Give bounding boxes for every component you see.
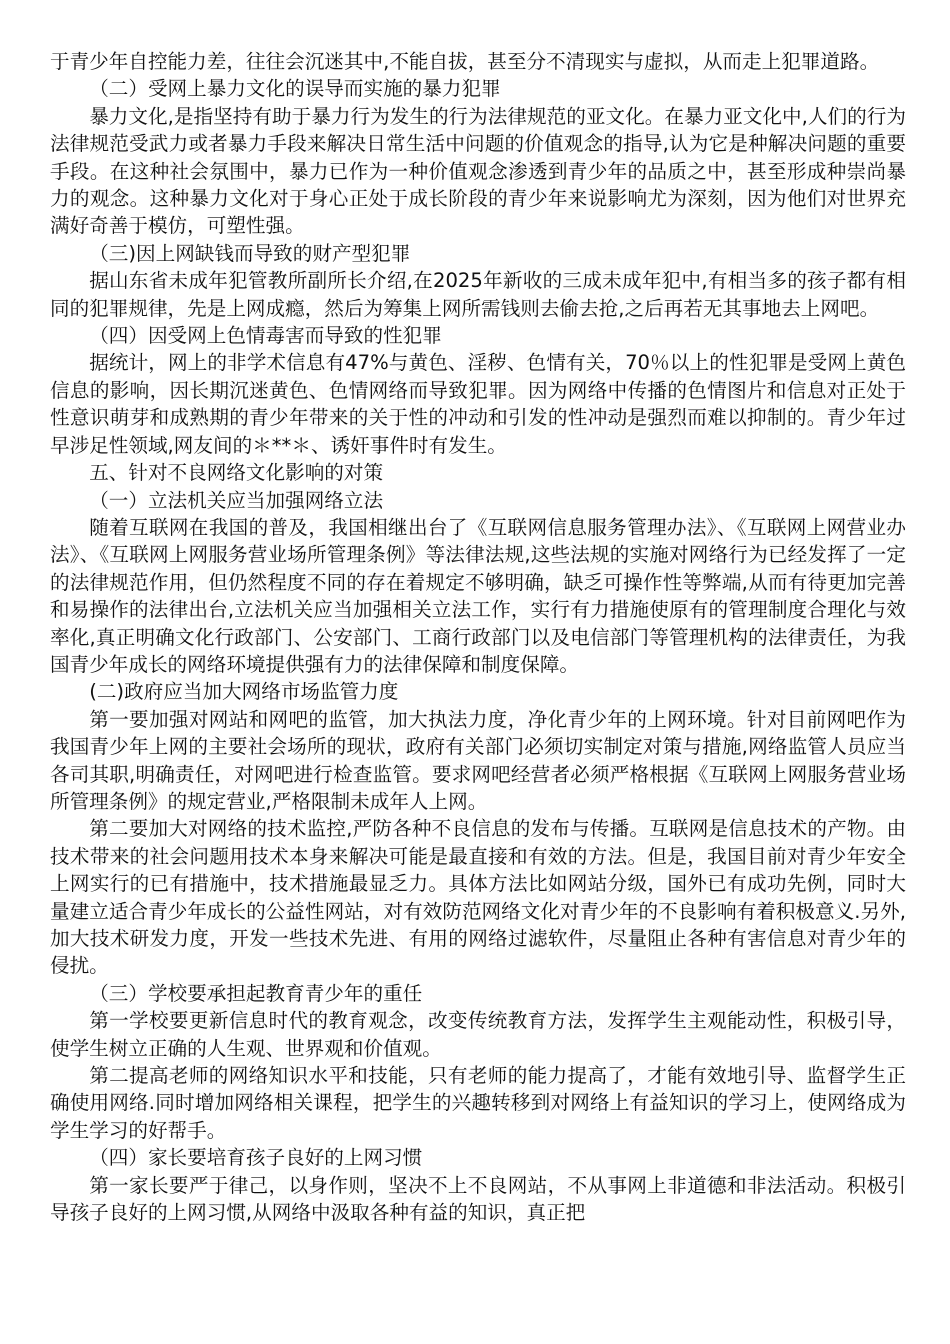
body-paragraph: 据统计，网上的非学术信息有47%与黄色、淫秽、色情有关，70％以上的性犯罪是受网上黄色信息的影响，因长期沉迷黄色、色情网络而导致犯罪。因为网络中传播的色情图片和信息对正处于性意识萌芽和成熟期的青少年带来的关于性的冲动和引发的性冲动是强烈而难以抑制的。青少年过早涉足性领域,网友间的＊**＊、诱奸事件时有发生。 bbox=[50, 351, 906, 457]
body-paragraph: 于青少年自控能力差，往往会沉迷其中,不能自拔，甚至分不清现实与虚拟，从而走上犯罪道路。 bbox=[50, 50, 880, 73]
section-heading: （二）受网上暴力文化的误导而实施的暴力犯罪 bbox=[89, 77, 501, 101]
section-heading: （一）立法机关应当加强网络立法 bbox=[89, 488, 384, 512]
body-paragraph: 第二要加大对网络的技术监控,严防各种不良信息的发布与传播。互联网是信息技术的产物。由技术带来的社会问题用技术本身来解决可能是最直接和有效的方法。但是，我国目前对青少年安全上网实行的已有措施中，技术措施最显乏力。具体方法比如网站分级，国外已有成功先例，同时大量建立适合青少年成长的公益性网站，对有效防范网络文化对青少年的不良影响有着积极意义.另外,加大技术研发力度，开发一些技术先进、有用的网络过滤软件，尽量阻止各种有害信息对青少年的侵扰。 bbox=[50, 817, 906, 978]
section-heading: （三)因上网缺钱而导致的财产型犯罪 bbox=[89, 241, 411, 265]
section-heading: （四）因受网上色情毒害而导致的性犯罪 bbox=[89, 324, 442, 348]
section-heading: （四）家长要培育孩子良好的上网习惯 bbox=[89, 1146, 423, 1170]
chapter-heading: 五、针对不良网络文化影响的对策 bbox=[89, 461, 384, 485]
body-paragraph: 第二提高老师的网络知识水平和技能，只有老师的能力提高了，才能有效地引导、监督学生正确使用网络.同时增加网络相关课程，把学生的兴趣转移到对网络上有益知识的学习上，使网络成为学生学习的好帮手。 bbox=[50, 1064, 906, 1142]
body-paragraph: 第一学校要更新信息时代的教育观念，改变传统教育方法，发挥学生主观能动性，积极引导，使学生树立正确的人生观、世界观和价值观。 bbox=[50, 1009, 906, 1060]
section-heading: (二)政府应当加大网络市场监管力度 bbox=[89, 680, 399, 704]
body-paragraph: 第一要加强对网站和网吧的监管，加大执法力度，净化青少年的上网环境。针对目前网吧作为我国青少年上网的主要社会场所的现状，政府有关部门必须切实制定对策与措施,网络监管人员应当各司其职,明确责任，对网吧进行检查监管。要求网吧经营者必须严格根据《互联网上网服务营业场所管理条例》的规定营业,严格限制未成年人上网。 bbox=[50, 707, 906, 813]
section-heading: （三）学校要承担起教育青少年的重任 bbox=[89, 981, 423, 1005]
body-paragraph: 据山东省未成年犯管教所副所长介绍,在2025年新收的三成未成年犯中,有相当多的孩子都有相同的犯罪规律，先是上网成瘾，然后为筹集上网所需钱则去偷去抢,之后再若无其事地去上网吧。 bbox=[50, 269, 906, 320]
body-paragraph: 暴力文化,是指坚持有助于暴力行为发生的行为法律规范的亚文化。在暴力亚文化中,人们的行为法律规范受武力或者暴力手段来解决日常生活中问题的价值观念的指导,认为它是种解决问题的重要手段。在这种社会氛围中，暴力已作为一种价值观念渗透到青少年的品质之中，甚至形成种崇尚暴力的观念。这种暴力文化对于身心正处于成长阶段的青少年来说影响尤为深刻，因为他们对世界充满好奇善于模仿，可塑性强。 bbox=[50, 104, 906, 238]
body-paragraph: 第一家长要严于律己，以身作则，坚决不上不良网站，不从事网上非道德和非法活动。积极引导孩子良好的上网习惯,从网络中汲取各种有益的知识，真正把 bbox=[50, 1173, 906, 1225]
body-paragraph: 随着互联网在我国的普及，我国相继出台了《互联网信息服务管理办法》、《互联网上网营业办法》、《互联网上网服务营业场所管理条例》等法律法规,这些法规的实施对网络行为已经发挥了一定的法律规范作用，但仍然程度不同的存在着规定不够明确，缺乏可操作性等弊端,从而有待更加完善和易操作的法律出台,立法机关应当加强相关立法工作，实行有力措施使原有的管理制度合理化与效率化,真正明确文化行政部门、公安部门、工商行政部门以及电信部门等管理机构的法律责任，为我国青少年成长的网络环境提供强有力的法律保障和制度保障。 bbox=[50, 515, 906, 676]
